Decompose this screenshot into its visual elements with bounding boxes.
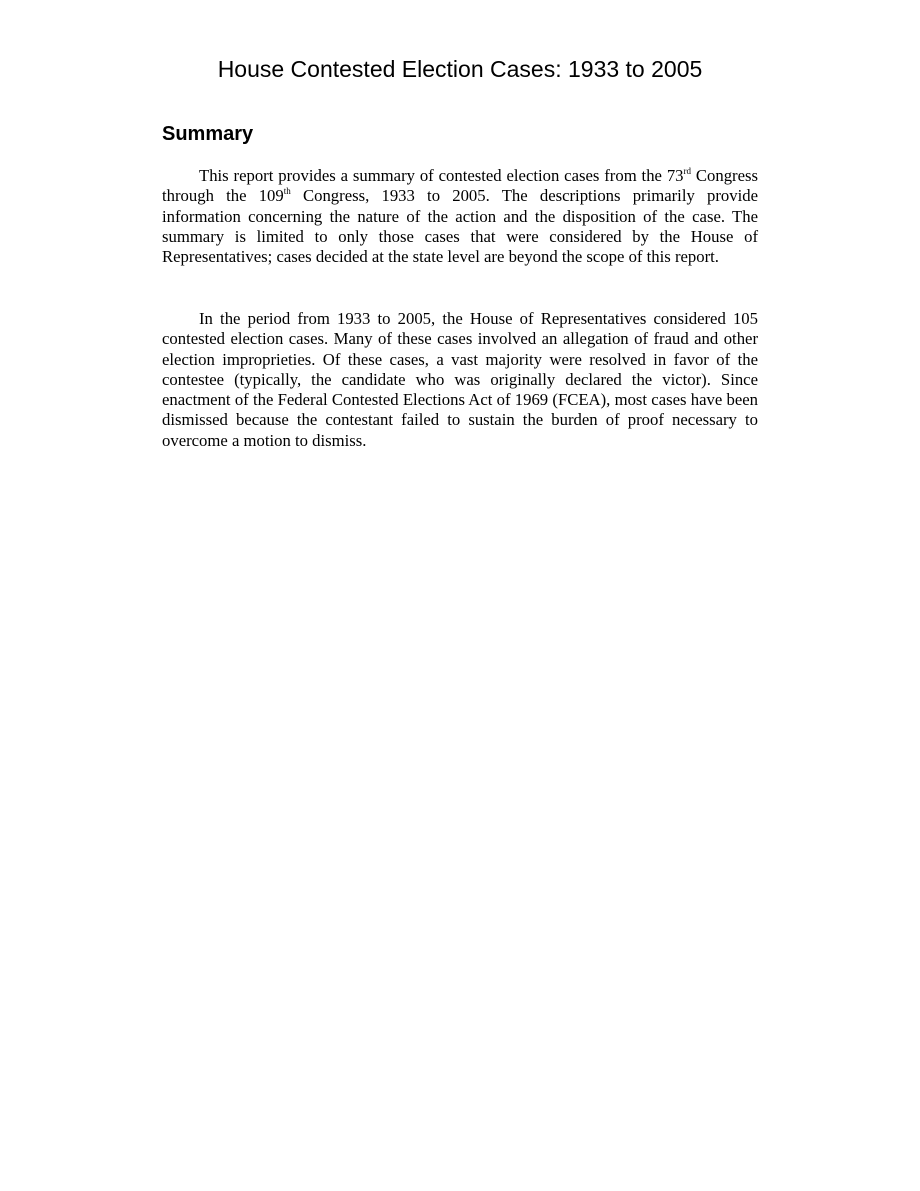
ordinal-suffix-th: th — [283, 186, 291, 197]
paragraph-1-text-b: Congress through the 109 — [162, 166, 758, 206]
ordinal-suffix-rd: rd — [683, 166, 692, 176]
summary-paragraph-2: In the period from 1933 to 2005, the House of Representatives considered 105 contested election cases. Many of these cases involved an allegation of fraud and other election improprieties. Of these cases, a vast majority were resolved in favor of the contestee (typically, the candidate who was originally declared the victor). Since enactment of the Federal Contested Elections Act of 1969 (FCEA), most cases have been dismissed because the contestant failed to sustain the burden of proof necessary to overcome a motion to dismiss. — [162, 309, 758, 450]
summary-paragraph-1 — [162, 166, 758, 267]
paragraph-1-text-c: Congress, 1933 to 2005. The descriptions primarily provide information concerning the nature of the action and the disposition of the case. The summary is limited to only those cases that were considered by the House of Representatives; cases decided at the state level are beyond the scope of this report. — [162, 186, 758, 267]
section-heading-summary: Summary — [162, 123, 254, 145]
paragraph-1-text-a: This report provides a summary of contested election cases from the 73 — [199, 166, 684, 185]
document-title: House Contested Election Cases: 1933 to 2005 — [217, 56, 703, 82]
